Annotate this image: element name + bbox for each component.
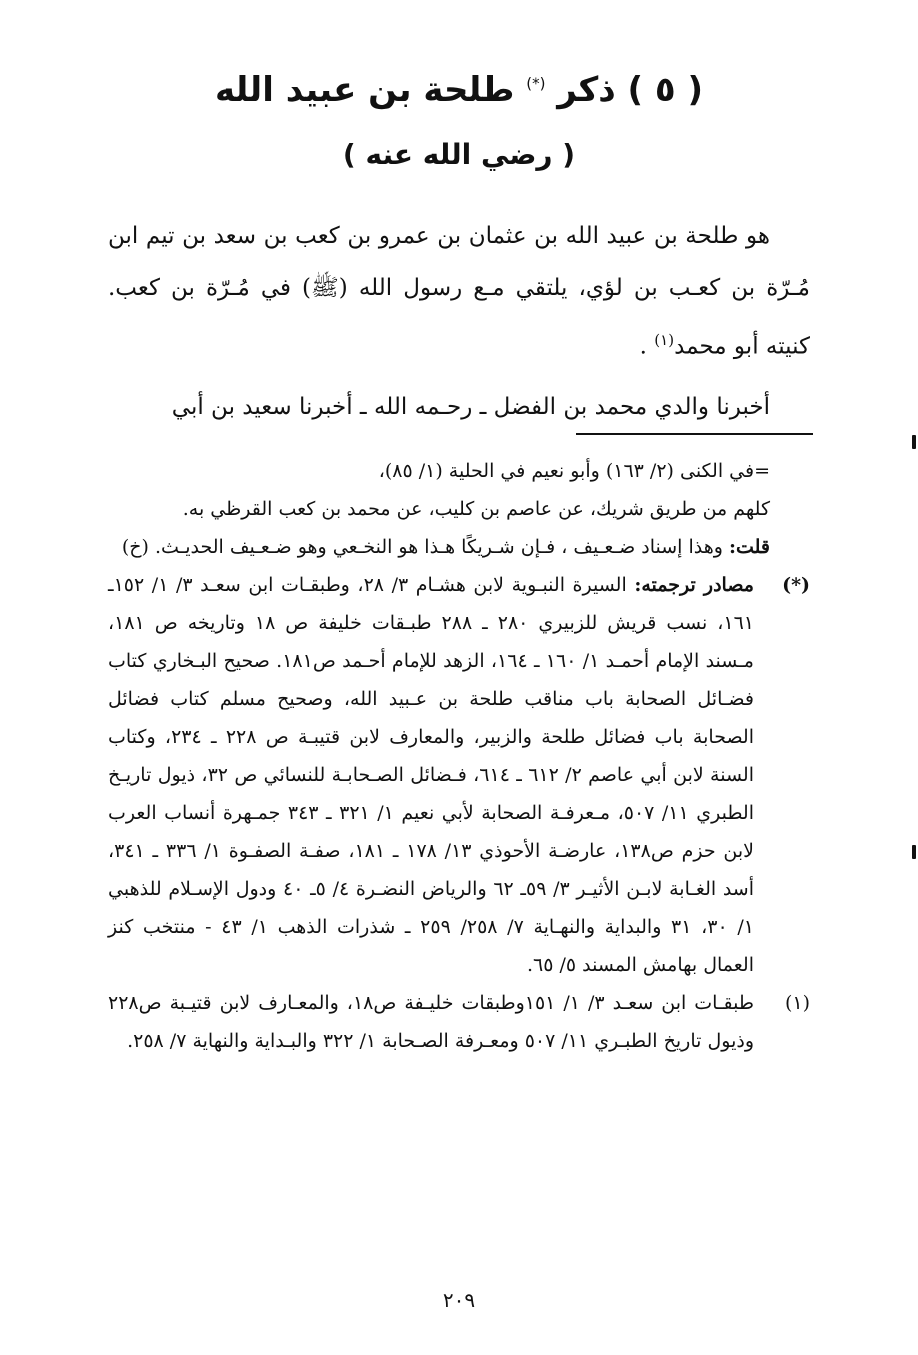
footnote-continued-line-1: =في الكنى (٢/ ١٦٣) وأبو نعيم في الحلية (١/ ٨٥)، (378, 460, 770, 482)
footnote-1-text: طبقـات ابن سعـد ٣/ ١/ ١٥١وطبقات خليـفة ص١٨، والمعـارف لابن قتيـبة ص٢٢٨ وذيول تاريخ الطبـري ١١/ ٥٠٧ ومعـرفة الصـحابة ١/ ٣٢٢ والبـداية والنهاية ٧/ ٢٥٨. (108, 992, 754, 1052)
chapter-title (0, 70, 918, 110)
main-text (108, 210, 810, 433)
footnote-sources-label: مصادر ترجمته: (634, 574, 754, 596)
paragraph-isnad: أخبرنا والدي محمد بن الفضل ـ رحـمه الله ـ أخبرنا سعيد بن أبي (171, 393, 770, 420)
footnote-ref-1: (١) (654, 331, 675, 349)
footnote-1-mark: (١) (784, 992, 810, 1014)
chapter-number: ( ٥ ) ذكر (557, 70, 704, 110)
chapter-subtitle: ( رضي الله عنه ) (342, 138, 576, 171)
footnote-continued-line-2: كلهم من طريق شريك، عن عاصم بن كليب، عن محمد بن كعب القرظي به. (182, 498, 770, 520)
page-number: ٢٠٩ (442, 1288, 476, 1312)
paragraph-lineage-text: هو طلحة بن عبيد الله بن عثمان بن عمرو بن كعب بن سعد بن تيم ابن مُـرّة بن كعـب بن لؤي، يلتقي مـع رسول الله (ﷺ) في مُـرّة بن كعب. كنيته أبو محمد (108, 223, 810, 360)
footnote-1 (108, 984, 810, 1060)
scan-edge-mark-bottom (912, 845, 916, 859)
title-footnote-mark: (*) (526, 74, 546, 93)
scan-edge-mark-top (912, 435, 916, 449)
footnote-sources (108, 566, 810, 984)
footnote-qult-label: قلت: (728, 536, 770, 558)
footnote-qult-text: وهذا إسناد ضـعـيف ، فـإن شـريكًا هـذا هو النخـعي وهو ضـعـيف الحديـث. (خ) (121, 536, 729, 558)
paragraph-lineage (108, 210, 810, 373)
footnotes (108, 452, 810, 1060)
footnote-continued-line-3 (108, 528, 810, 566)
paragraph-lineage-end: . (639, 333, 655, 360)
footnote-star-mark: (*) (782, 574, 810, 596)
footnote-separator (576, 433, 813, 435)
chapter-name: طلحة بن عبيد الله (214, 70, 515, 110)
footnote-sources-text: السيرة النبـوية لابن هشـام ٣/ ٢٨، وطبقـات ابن سعـد ٣/ ١/ ١٥٢ـ ١٦١، نسب قريش للزبيري ٢٨٠ ـ ٢٨٨ طبـقات خليفة ص ١٨ وتاريخه ص ١٨١، مـسند الإمام أحمـد ١/ ١٦٠ ـ ١٦٤، الزهد للإمام أحـمد ص١٨١. صحيح البـخاري كتاب فضـائل الصحابة باب مناقب طلحة بن عـبيد الله، وصحيح مسلم كتاب فضائل الصحابة باب فضائل طلحة والزبير، والمعارف لابن قتيبـة ص ٢٢٨ ـ ٢٣٤، وكتاب السنة لابن أبي عاصم ٢/ ٦١٢ ـ ٦١٤، فـضائل الصـحابـة للنسائي ص ٣٢، ذيول تاريـخ الطبري ١١/ ٥٠٧، مـعرفـة الصحابة لأبي نعيم ١/ ٣٢١ ـ ٣٤٣ جمـهرة أنساب العرب لابن حزم ص١٣٨، عارضـة الأحوذي ١٣/ ١٧٨ ـ ١٨١، صفـة الصفـوة ١/ ٣٣٦ ـ ٣٤١، أسد الغـابة لابـن الأثيـر ٣/ ٥٩ـ ٦٢ والرياض النضـرة ٤/ ٥ـ ٤٠ ودول الإسـلام للذهبي ١/ ٣٠، ٣١ والبداية والنهـاية ٧/ ٢٥٨/ ٢٥٩ ـ شذرات الذهب ١/ ٤٣ - منتخب كنز العمال بهامش المسند ٥/ ٦٥. (108, 574, 755, 976)
